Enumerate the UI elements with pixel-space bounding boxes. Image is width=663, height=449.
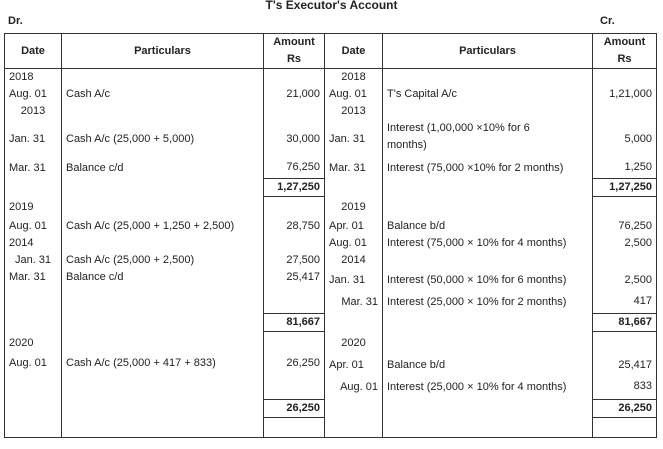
header-date-left: Date <box>5 34 62 69</box>
header-date-right: Date <box>325 34 383 69</box>
table-row: 2020 2020 <box>5 331 657 355</box>
header-particulars-left: Particulars <box>62 34 264 69</box>
total-row <box>5 399 657 417</box>
total-2019-left: 81,667 <box>264 313 325 331</box>
table-row: 2018 2018 <box>5 69 657 87</box>
table-row: 2014 Aug. 01 Interest (75,000 × 10% for 4 months) 2,500 <box>5 235 657 252</box>
ledger-table <box>4 33 657 438</box>
account-title: T's Executor's Account <box>265 0 398 12</box>
total-row <box>5 178 657 196</box>
table-row <box>5 417 657 437</box>
header-amount-left: Amount Rs <box>264 34 325 69</box>
header-amount-right: Amount Rs <box>593 34 657 69</box>
total-2020-right: 26,250 <box>593 399 657 417</box>
table-row: Jan. 31 Cash A/c (25,000 + 2,500) 27,500 2014 <box>5 252 657 269</box>
header-particulars-right: Particulars <box>383 34 593 69</box>
table-row: Mar. 31 Interest (25,000 × 10% for 2 months) 417 <box>5 291 657 313</box>
credit-label: Cr. <box>600 15 615 27</box>
table-row: Aug. 01 Cash A/c 21,000 Aug. 01 T's Capital A/c 1,21,000 <box>5 86 657 103</box>
table-row: 2013 2013 <box>5 103 657 120</box>
total-row <box>5 313 657 331</box>
table-row: Aug. 01 Cash A/c (25,000 + 417 + 833) 26,250 Apr. 01 Balance b/d 25,417 <box>5 355 657 375</box>
total-2018-right: 1,27,250 <box>593 178 657 196</box>
total-2018-left: 1,27,250 <box>264 178 325 196</box>
table-row: Mar. 31 Balance c/d 25,417 Jan. 31 Interest (50,000 × 10% for 6 months) 2,500 <box>5 269 657 291</box>
debit-label: Dr. <box>8 15 23 27</box>
header-row <box>5 34 657 69</box>
total-2019-right: 81,667 <box>593 313 657 331</box>
table-row: Jan. 31 Cash A/c (25,000 + 5,000) 30,000 Jan. 31 Interest (1,00,000 ×10% for 6 months) 5,000 <box>5 120 657 158</box>
table-row: Aug. 01 Interest (25,000 × 10% for 4 months) 833 <box>5 375 657 399</box>
total-2020-left: 26,250 <box>264 399 325 417</box>
table-row: 2019 2019 <box>5 196 657 218</box>
table-row: Aug. 01 Cash A/c (25,000 + 1,250 + 2,500) 28,750 Apr. 01 Balance b/d 76,250 <box>5 218 657 235</box>
table-row: Mar. 31 Balance c/d 76,250 Mar. 31 Interest (75,000 ×10% for 2 months) 1,250 <box>5 158 657 178</box>
